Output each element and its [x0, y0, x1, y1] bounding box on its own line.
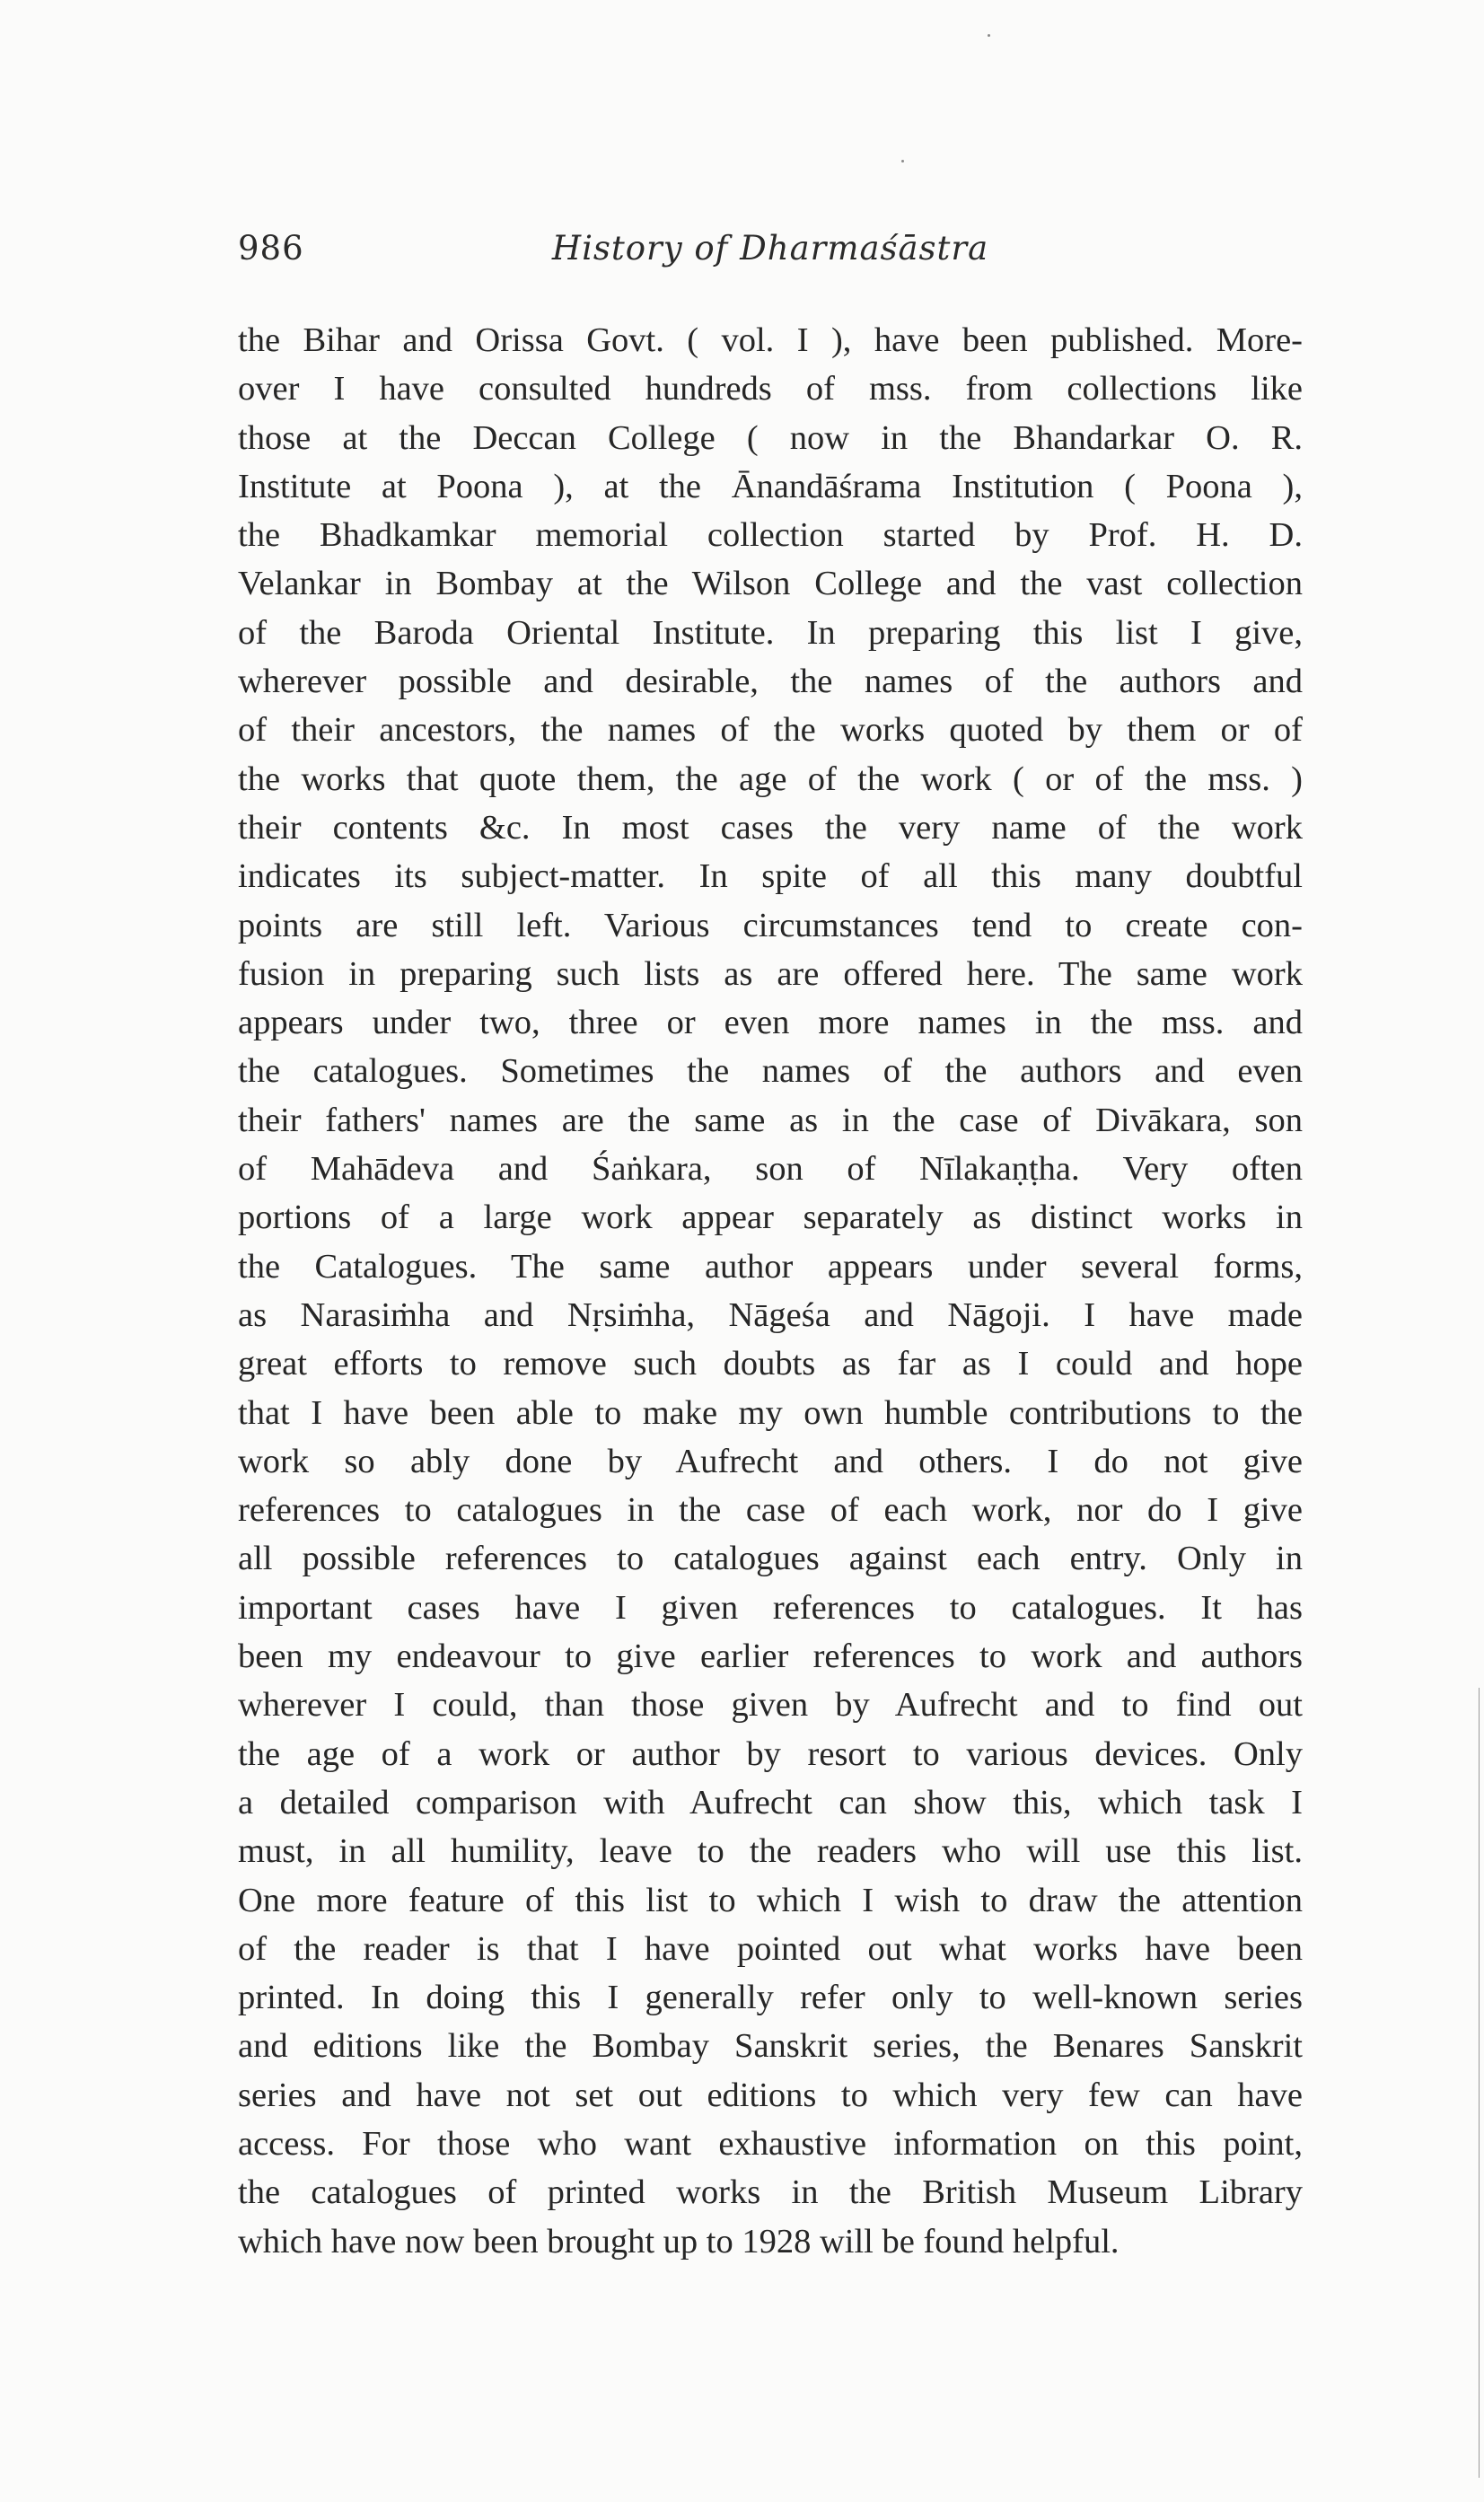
text-line: references to catalogues in the case of each work, nor do I give: [238, 1491, 1303, 1530]
running-title: History of Dharmaśāstra: [551, 229, 989, 268]
text-line: access. For those who want exhaustive information on this point,: [238, 2124, 1303, 2163]
scan-speck: [988, 34, 990, 37]
text-line: indicates its subject-matter. In spite of all this many doubtful: [238, 857, 1303, 896]
text-line: great efforts to remove such doubts as far as I could and hope: [238, 1345, 1303, 1383]
text-line: of the reader is that I have pointed out what works have been: [238, 1929, 1303, 1968]
text-line: their contents &c. In most cases the very name of the work: [238, 808, 1303, 847]
text-line: the Bhadkamkar memorial collection started by Prof. H. D.: [238, 516, 1303, 555]
text-line: been my endeavour to give earlier references to work and authors: [238, 1637, 1303, 1676]
text-line: Velankar in Bombay at the Wilson College and the vast collection: [238, 565, 1303, 603]
text-line: the works that quote them, the age of the work ( or of the mss. ): [238, 759, 1303, 798]
text-line: portions of a large work appear separately as distinct works in: [238, 1198, 1303, 1237]
text-line: and editions like the Bombay Sanskrit series, the Benares Sanskrit: [238, 2027, 1303, 2066]
text-line: those at the Deccan College ( now in the Bhandarkar O. R.: [238, 418, 1303, 457]
page-header: [238, 229, 1303, 283]
text-line: series and have not set out editions to which very few can have: [238, 2076, 1303, 2114]
text-line: all possible references to catalogues against each entry. Only in: [238, 1540, 1303, 1578]
text-line: appears under two, three or even more names in the mss. and: [238, 1004, 1303, 1042]
body-paragraph: [238, 316, 1303, 2266]
text-line-last: which have now been brought up to 1928 will be found helpful.: [238, 2222, 1120, 2261]
text-line: points are still left. Various circumstances tend to create con-: [238, 906, 1303, 944]
text-line: the catalogues. Sometimes the names of the authors and even: [238, 1052, 1303, 1091]
text-line: of Mahādeva and Śaṅkara, son of Nīlakaṇṭha. Very often: [238, 1150, 1303, 1189]
text-line: of their ancestors, the names of the works quoted by them or of: [238, 711, 1303, 750]
text-line: fusion in preparing such lists as are offered here. The same work: [238, 954, 1303, 993]
text-line: wherever possible and desirable, the names of the authors and: [238, 663, 1303, 701]
text-line: One more feature of this list to which I wish to draw the attention: [238, 1881, 1303, 1919]
text-line: a detailed comparison with Aufrecht can show this, which task I: [238, 1783, 1303, 1822]
text-line: Institute at Poona ), at the Ānandāśrama Institution ( Poona ),: [238, 467, 1303, 505]
text-line: important cases have I given references to catalogues. It has: [238, 1588, 1303, 1627]
text-line: must, in all humility, leave to the readers who will use this list.: [238, 1832, 1303, 1871]
text-line: the Bihar and Orissa Govt. ( vol. I ), have been published. More-: [238, 321, 1303, 359]
text-line: over I have consulted hundreds of mss. from collections like: [238, 370, 1303, 408]
text-line: as Narasiṁha and Nṛsiṁha, Nāgeśa and Nāgoji. I have made: [238, 1295, 1303, 1334]
scan-speck: [901, 160, 904, 162]
text-line: work so ably done by Aufrecht and others. I do not give: [238, 1442, 1303, 1480]
text-line: wherever I could, than those given by Aufrecht and to find out: [238, 1686, 1303, 1725]
text-line: the catalogues of printed works in the British Museum Library: [238, 2173, 1303, 2212]
text-line: that I have been able to make my own humble contributions to the: [238, 1393, 1303, 1432]
text-line: printed. In doing this I generally refer only to well-known series: [238, 1979, 1303, 2017]
text-line: of the Baroda Oriental Institute. In preparing this list I give,: [238, 613, 1303, 652]
text-line: the Catalogues. The same author appears under several forms,: [238, 1247, 1303, 1286]
page-number: 986: [238, 229, 304, 268]
text-line: their fathers' names are the same as in the case of Divākara, son: [238, 1101, 1303, 1139]
text-line: the age of a work or author by resort to various devices. Only: [238, 1734, 1303, 1773]
scan-edge-line: [1479, 1688, 1480, 2478]
